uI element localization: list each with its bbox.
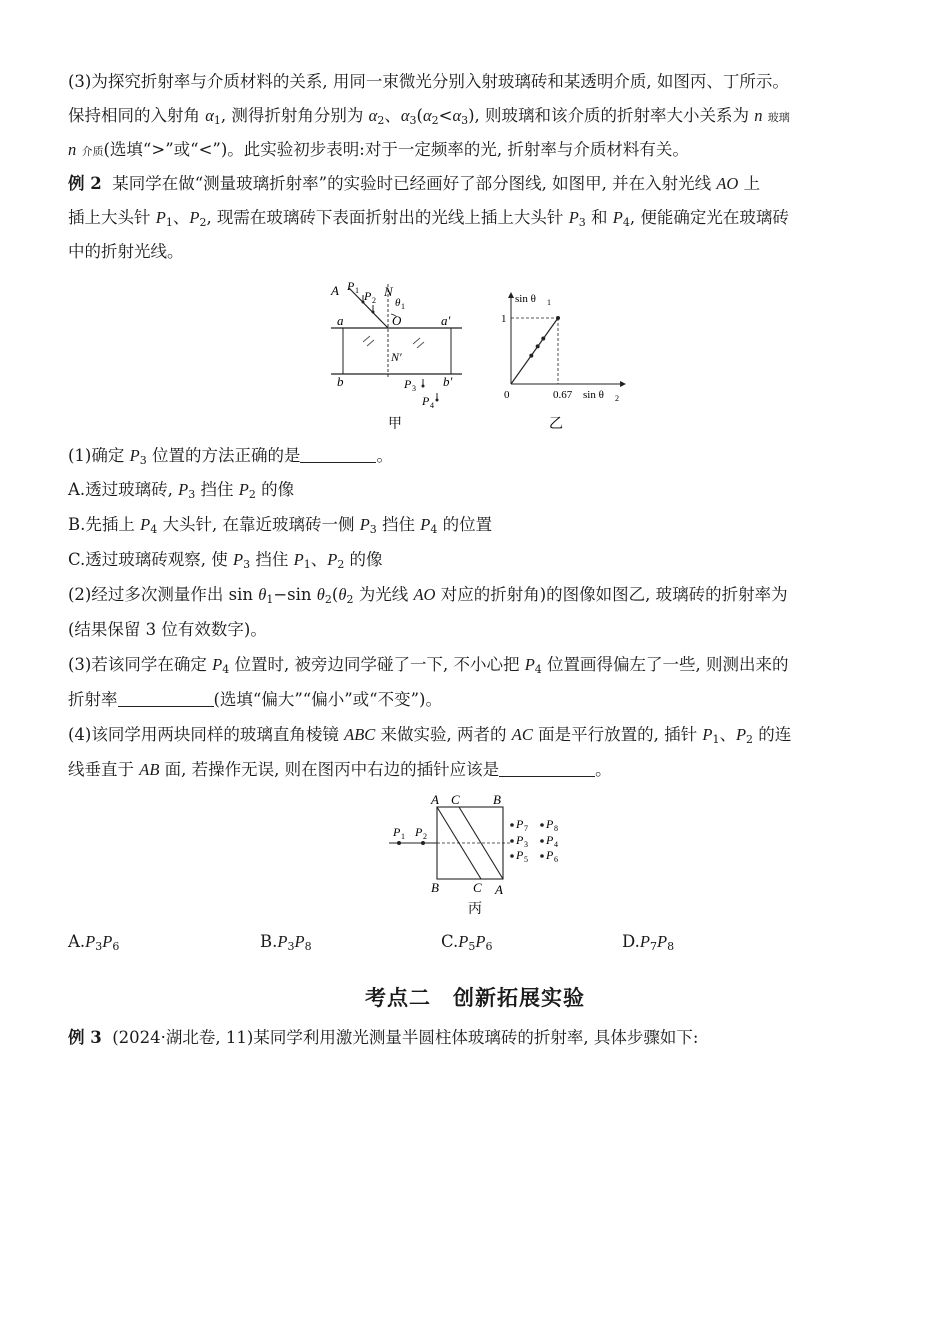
section-title: 考点二 创新拓展实验 <box>365 986 585 1010</box>
label-a: a <box>337 313 344 328</box>
label-P2: P <box>364 289 372 303</box>
x-tick-label: 0.67 <box>553 389 573 401</box>
ex2-line-1: 例 2 某同学在做“测量玻璃折射率”的实验时已经画好了部分图线, 如图甲, 并在入射光线 AO 上 <box>68 174 761 193</box>
q2-line-1: (2)经过多次测量作出 $\sin \theta_1-\sin$ $\theta_2(\theta_2$ 为光线 AO 对应的折射角)的图像如图乙, 玻璃砖的折射率为 <box>68 585 788 606</box>
q4-answer-blank[interactable] <box>499 760 595 777</box>
svg-text:4: 4 <box>554 840 558 849</box>
svg-text:1: 1 <box>355 286 359 295</box>
q1-option-B: B.先插上 $P_4$ 大头针, 在靠近玻璃砖一侧 $P_3$ 挡住 $P_4$ 的位置 <box>68 515 493 536</box>
label-A-top: A <box>431 792 439 807</box>
svg-text:8: 8 <box>554 824 558 833</box>
q4-option-C[interactable]: $C.P_5P_6$ <box>441 932 493 953</box>
svg-text:3: 3 <box>524 840 528 849</box>
q3-line-1: (3)为探究折射率与介质材料的关系, 用同一束微光分别入射玻璃砖和某透明介质, 如图丙、丁所示。 <box>68 72 789 91</box>
caption-bing: 丙 <box>468 901 482 917</box>
y-tick-label: 1 <box>501 313 507 325</box>
svg-text:6: 6 <box>554 855 558 864</box>
label-P4: P <box>422 394 430 408</box>
ex2-line-3: 中的折射光线。 <box>68 242 184 261</box>
label-N: N <box>384 284 393 299</box>
label-P1: P <box>347 279 355 293</box>
x-axis-label: sin θ <box>583 389 604 401</box>
y-axis-label: sin θ <box>515 293 536 305</box>
data-point <box>529 354 533 358</box>
svg-text:7: 7 <box>524 824 528 833</box>
q1-option-C: C.透过玻璃砖观察, 使 $P_3$ 挡住 $P_1$、$P_2$ 的像 <box>68 550 383 571</box>
q1-option-A: A.透过玻璃砖, $P_3$ 挡住 $P_2$ 的像 <box>68 480 295 501</box>
svg-text:1: 1 <box>401 302 405 311</box>
q3b-answer-blank[interactable] <box>118 690 214 707</box>
caption-jia: 甲 <box>388 416 402 432</box>
label-O: O <box>392 313 402 328</box>
label-P3: P <box>404 377 412 391</box>
svg-text:5: 5 <box>524 855 528 864</box>
label-A: A <box>331 283 339 298</box>
q3-line-3: n 介质(选填“>”或“<”)。此实验初步表明:对于一定频率的光, 折射率与介质材料有关。 <box>68 140 689 159</box>
caption-yi: 乙 <box>549 416 563 432</box>
q1-stem: (1)确定 $P_3$ 位置的方法正确的是 。 <box>68 446 393 467</box>
label-a-prime: a′ <box>441 313 451 328</box>
figure-yi-chart <box>495 290 630 435</box>
origin-label: 0 <box>504 389 510 401</box>
svg-text:4: 4 <box>430 401 434 410</box>
q3-line-2: 保持相同的入射角 $\alpha_1$, 测得折射角分别为 $\alpha_2$、$\alpha_3(\alpha_2<\alpha_3)$, 则玻璃和该介质的折射率大小关系为 n 玻璃 <box>68 106 790 127</box>
q3b-line-1: (3)若该同学在确定 $P_4$ 位置时, 被旁边同学碰了一下, 不小心把 $P_4$ 位置画得偏左了一些, 则测出来的 <box>68 655 789 676</box>
fit-line <box>511 318 558 384</box>
svg-text:1: 1 <box>401 832 405 841</box>
svg-text:2: 2 <box>372 296 376 305</box>
label-b: b <box>337 374 344 389</box>
label-P8: P <box>546 817 554 831</box>
q4-option-D[interactable]: $D.P_7P_8$ <box>622 932 675 953</box>
label-A-bottom: A <box>495 882 503 897</box>
ex2-line-2: 插上大头针 $P_1$、$P_2$, 现需在玻璃砖下表面折射出的光线上插上大头针 $P_3$ 和 $P_4$, 便能确定光在玻璃砖 <box>68 208 789 229</box>
label-P2: P <box>415 825 423 839</box>
q4-line-2: 线垂直于 AB 面, 若操作无误, 则在图丙中右边的插针应该是 。 <box>68 760 612 779</box>
label-N-prime: N′ <box>391 350 402 364</box>
svg-text:2: 2 <box>615 394 619 403</box>
label-B-bottom: B <box>431 880 439 895</box>
q4-line-1: (4)该同学用两块同样的玻璃直角棱镜 ABC 来做实验, 两者的 AC 面是平行放置的, 插针 $P_1$、$P_2$ 的连 <box>68 725 792 746</box>
figure-bing <box>385 790 575 918</box>
q4-option-A[interactable]: $A.P_3P_6$ <box>68 932 120 953</box>
ex3-line-1: 例 3 (2024·湖北卷, 11)某同学利用激光测量半圆柱体玻璃砖的折射率, 具体步骤如下: <box>68 1028 699 1047</box>
q4-option-B[interactable]: $B.P_3P_8$ <box>260 932 312 953</box>
label-B-top: B <box>493 792 501 807</box>
label-P7: P <box>516 817 524 831</box>
q3b-line-2: 折射率 (选填“偏大”“偏小”或“不变”)。 <box>68 690 442 709</box>
label-C-top: C <box>451 792 460 807</box>
svg-text:2: 2 <box>423 832 427 841</box>
q1-answer-blank[interactable] <box>300 446 376 463</box>
label-P4: P <box>546 833 554 847</box>
label-P6: P <box>546 848 554 862</box>
figure-jia <box>325 278 475 433</box>
label-P5: P <box>516 848 524 862</box>
axes <box>508 292 626 387</box>
label-P1: P <box>393 825 401 839</box>
data-point <box>536 344 540 348</box>
label-P3: P <box>516 833 524 847</box>
q2-line-2: (结果保留 3 位有效数字)。 <box>68 620 267 639</box>
svg-text:3: 3 <box>412 384 416 393</box>
svg-text:1: 1 <box>547 298 551 307</box>
data-point <box>556 316 560 320</box>
data-point <box>541 336 545 340</box>
label-C-bottom: C <box>473 880 482 895</box>
label-b-prime: b′ <box>443 374 453 389</box>
label-theta1: θ <box>395 297 401 309</box>
